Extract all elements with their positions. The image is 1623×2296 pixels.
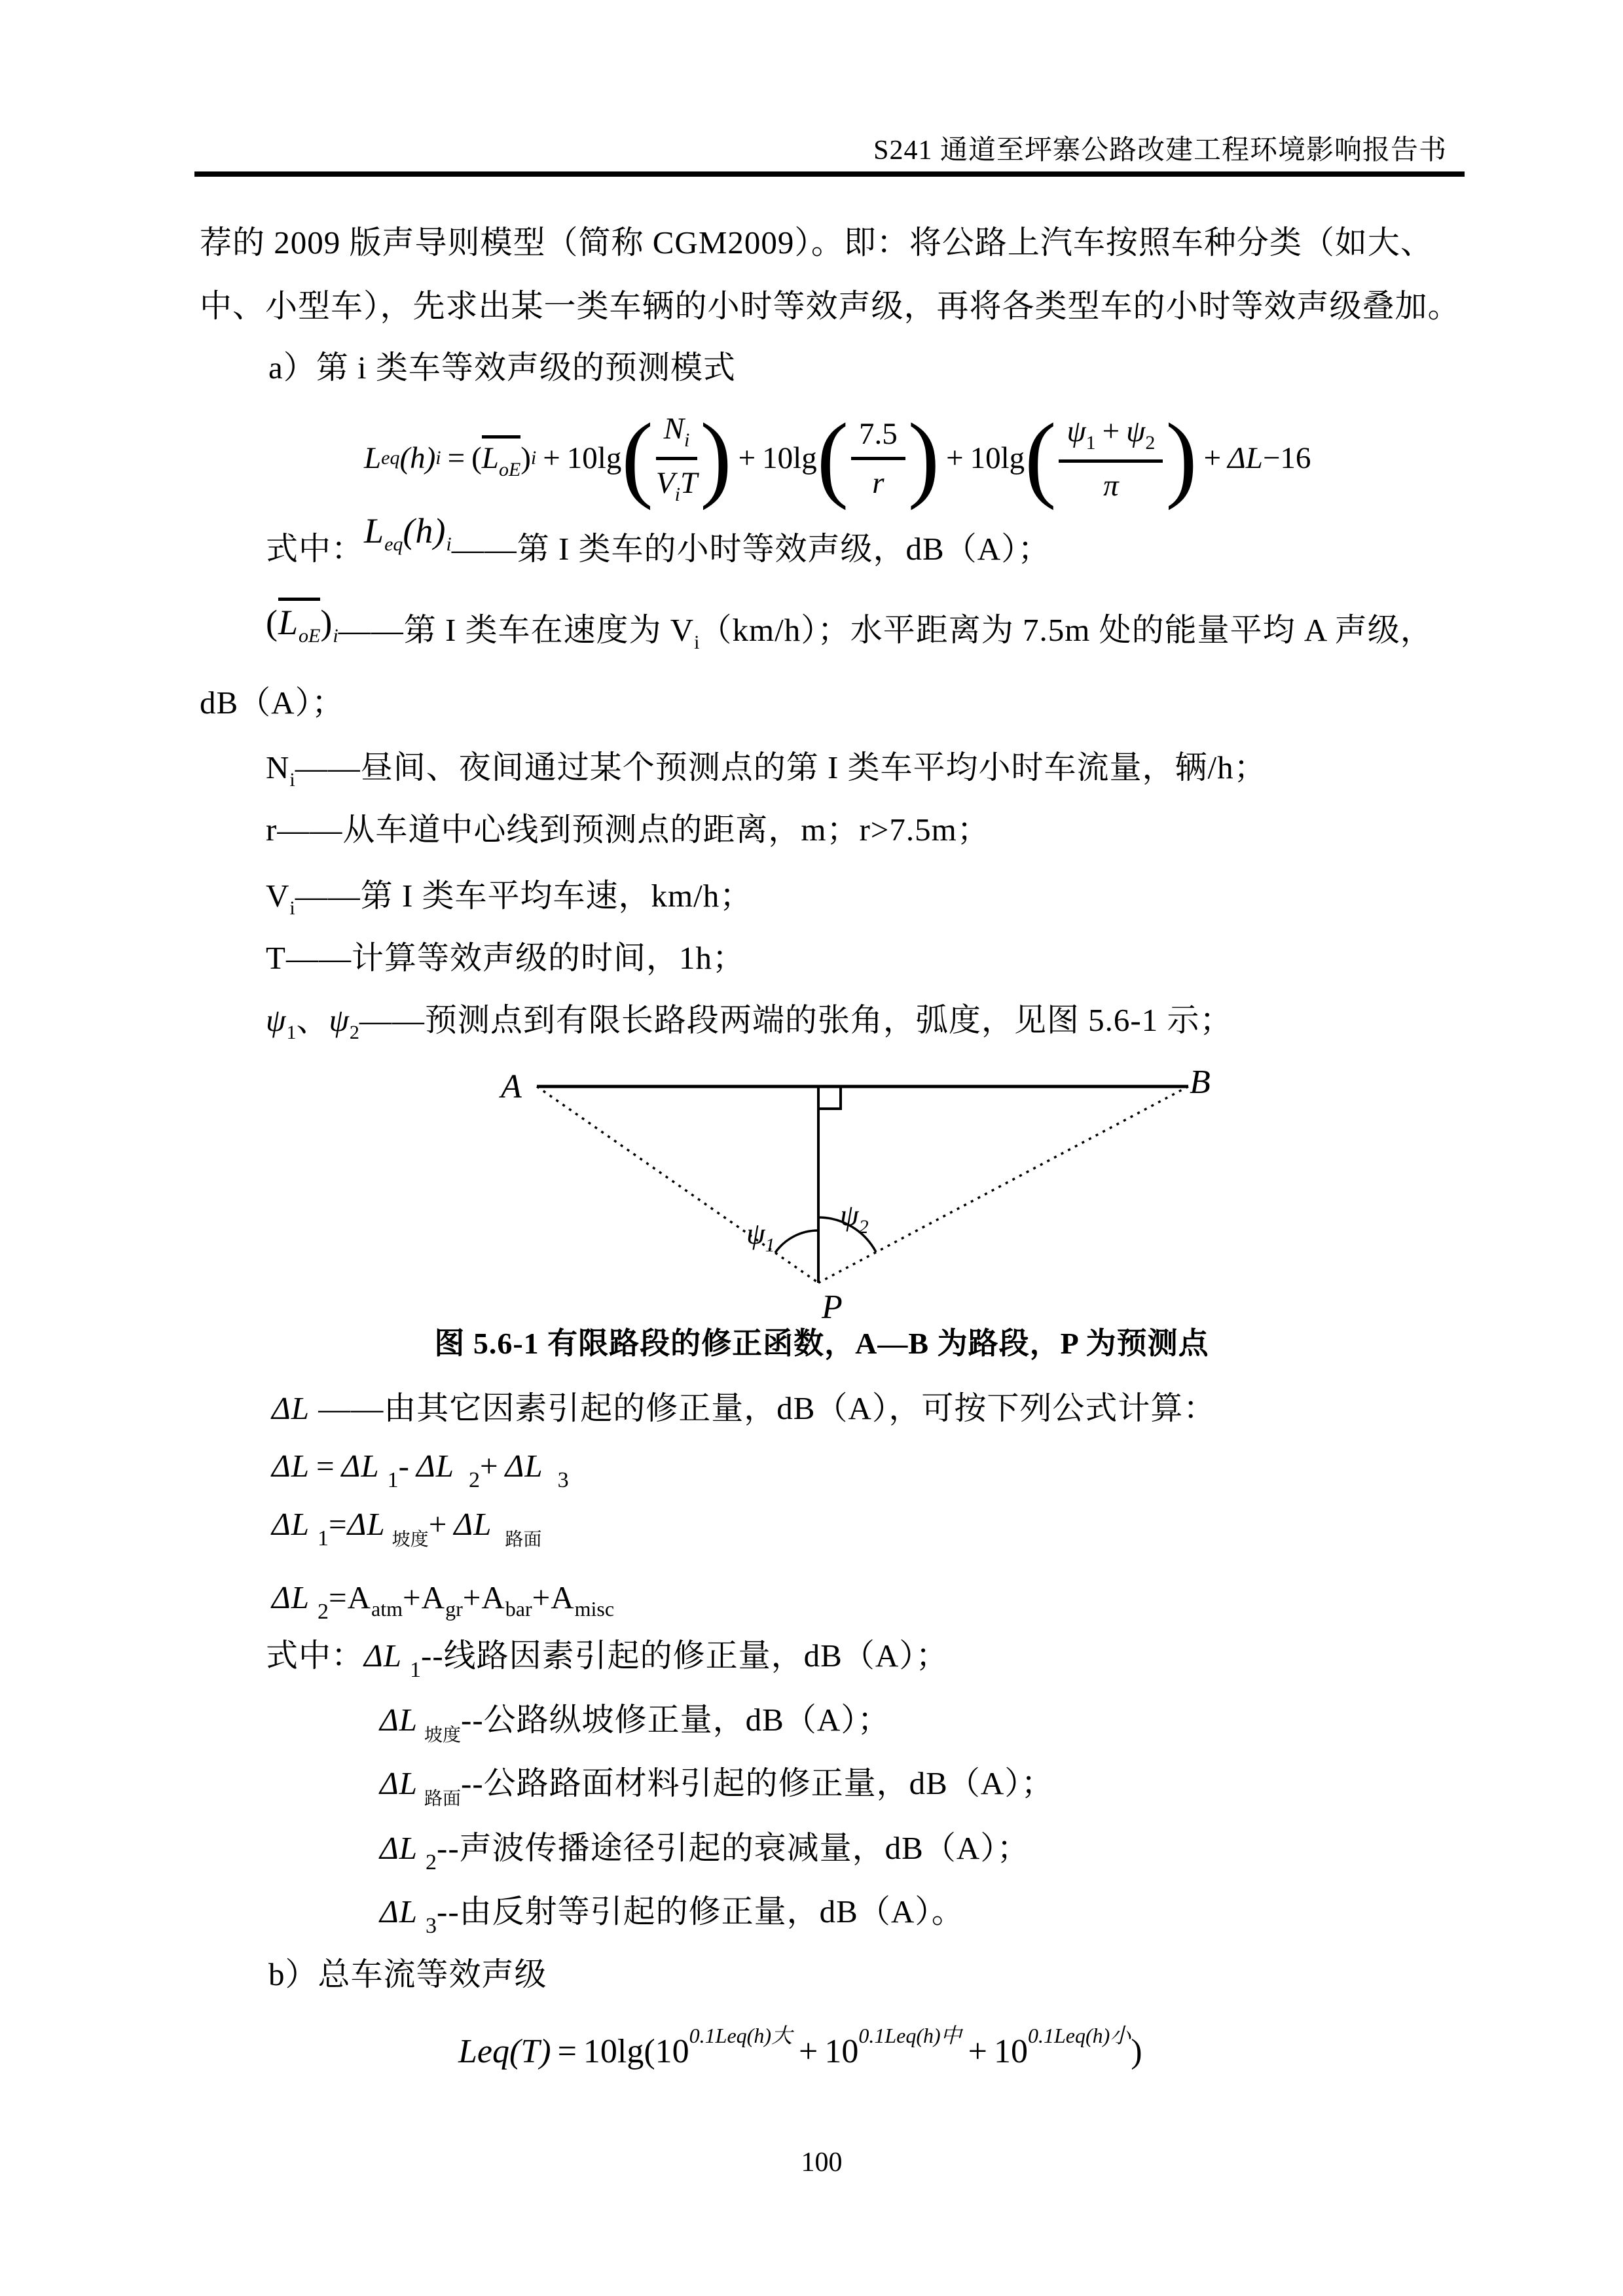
point-p-label: P xyxy=(822,1289,843,1323)
left-paren: ( xyxy=(621,404,653,512)
point-a-label: A xyxy=(501,1068,522,1105)
def-v-line: $V_i——$第 I 类车平均车速，km/h； xyxy=(266,878,753,919)
right-paren: ) xyxy=(1165,404,1197,512)
section-a-heading: a）第 i 类车等效声级的预测模式 xyxy=(268,350,736,386)
def-leq-line: 式中：$L_{eq}(h)_i——$第 I 类车的小时等效声级，dB（A）； xyxy=(266,511,1051,567)
delta-eq2-line: ΔL $_1$=ΔL $_{坡度}$+ ΔL $_{路面}$ xyxy=(272,1506,542,1551)
def-loe-continuation: dB（A）； xyxy=(200,685,345,721)
left-paren: ( xyxy=(816,404,849,512)
def-r-line: r——从车道中心线到预测点的距离，m；r>7.5m； xyxy=(266,812,990,848)
delta-where-slope-line: ΔL $_{坡度}$--公路纵坡修正量，dB（A）； xyxy=(380,1702,890,1746)
point-b-label: B xyxy=(1190,1064,1211,1101)
inline-formula-leq: $L_{eq}(h)_i$ xyxy=(364,511,452,555)
delta-where-d3-line: ΔL $_3$--由反射等引起的修正量，dB（A）。 xyxy=(380,1893,964,1938)
delta-eq3-line: ΔL $_2=A_{atm}+A_{gr}+A_{bar}+A_{misc}$ xyxy=(272,1579,615,1624)
delta-eq1-line: ΔL = ΔL $_1$- ΔL $_2$+ ΔL $_3$ xyxy=(272,1448,569,1492)
figure-caption: 图 5.6-1 有限路段的修正函数，A—B 为路段，P 为预测点 xyxy=(434,1327,1209,1360)
overline-L: $L_{oE}$ xyxy=(482,435,520,481)
header-rule xyxy=(194,171,1465,177)
right-paren: ) xyxy=(700,404,732,512)
psi1-arc xyxy=(775,1230,818,1253)
formula-leq-total: $Leq(T) = 10\lg(10^{0.1Leq(h)大} + 10^{0.1Leq(h)中} + 10^{0.1Leq(h)小})$ xyxy=(458,2024,1142,2070)
intro-line-1: 荐的 2009 版声导则模型（简称 CGM2009）。即：将公路上汽车按照车种分类（如大、 xyxy=(200,224,1433,260)
psi1-label: $\psi_1$ xyxy=(746,1217,775,1256)
def-n-line: $N_i——$昼间、夜间通过某个预测点的第 I 类车平均小时车流量，辆/h； xyxy=(266,749,1267,791)
def-loe-line: $(L_{oE})_i——$第 I 类车在速度为 $V_i(km/h)$；水平距离为 7.5m 处的能量平均 A 声级， xyxy=(266,605,1433,654)
figure-5-6-1 xyxy=(481,1062,1214,1323)
psi2-label: $\psi_2$ xyxy=(840,1198,869,1238)
delta-where-d2-line: ΔL $_2$--声波传播途径引起的衰减量，dB（A）； xyxy=(380,1830,1030,1874)
def-psi-line: $\psi_1$、$\psi_2——$预测点到有限长路段两端的张角，弧度，见图 5.6-1 示； xyxy=(266,1002,1233,1043)
delta-where-surface-line: ΔL $_{路面}$--公路路面材料引起的修正量，dB（A）； xyxy=(380,1765,1054,1809)
left-paren: ( xyxy=(1025,404,1057,512)
inline-formula-loe: $(L_{oE})_i$ xyxy=(266,602,338,647)
delta-where-d1-line: 式中：ΔL $_1$--线路因素引起的修正量，dB（A）； xyxy=(266,1638,949,1682)
line-b-to-p xyxy=(818,1086,1188,1283)
def-t-line: T——计算等效声级的时间，1h； xyxy=(266,940,745,976)
line-a-to-p xyxy=(537,1086,818,1283)
intro-line-2: 中、小型车），先求出某一类车辆的小时等效声级，再将各类型车的小时等效声级叠加。 xyxy=(200,288,1461,324)
page-number: 100 xyxy=(801,2147,843,2178)
fraction-ni-vit: $\frac{N_i}{V_iT}$ xyxy=(655,411,698,505)
delta-intro-line: ΔL ——由其它因素引起的修正量，dB（A），可按下列公式计算： xyxy=(272,1390,1216,1426)
fraction-75-r: $\frac{7.5}{r}$ xyxy=(851,416,905,501)
formula-leq-hourly: L eq (h) i = ( $L_{oE}$ ) i + 10lg ( $\frac{N_i}{V_iT}$ ) + 10lg ( $\frac{7.5}{r}$ ) + 10lg ( $\frac{\psi_1 + \psi_2}{\pi}$ ) + ΔL − 16 xyxy=(364,404,1311,512)
fraction-psi-pi: $\frac{\psi_1 + \psi_2}{\pi}$ xyxy=(1059,414,1163,503)
right-angle-mark xyxy=(818,1086,841,1109)
section-b-heading: b）总车流等效声级 xyxy=(268,1956,547,1992)
page-header-title: S241 通道至坪寨公路改建工程环境影响报告书 xyxy=(873,135,1447,166)
right-paren: ) xyxy=(907,404,940,512)
